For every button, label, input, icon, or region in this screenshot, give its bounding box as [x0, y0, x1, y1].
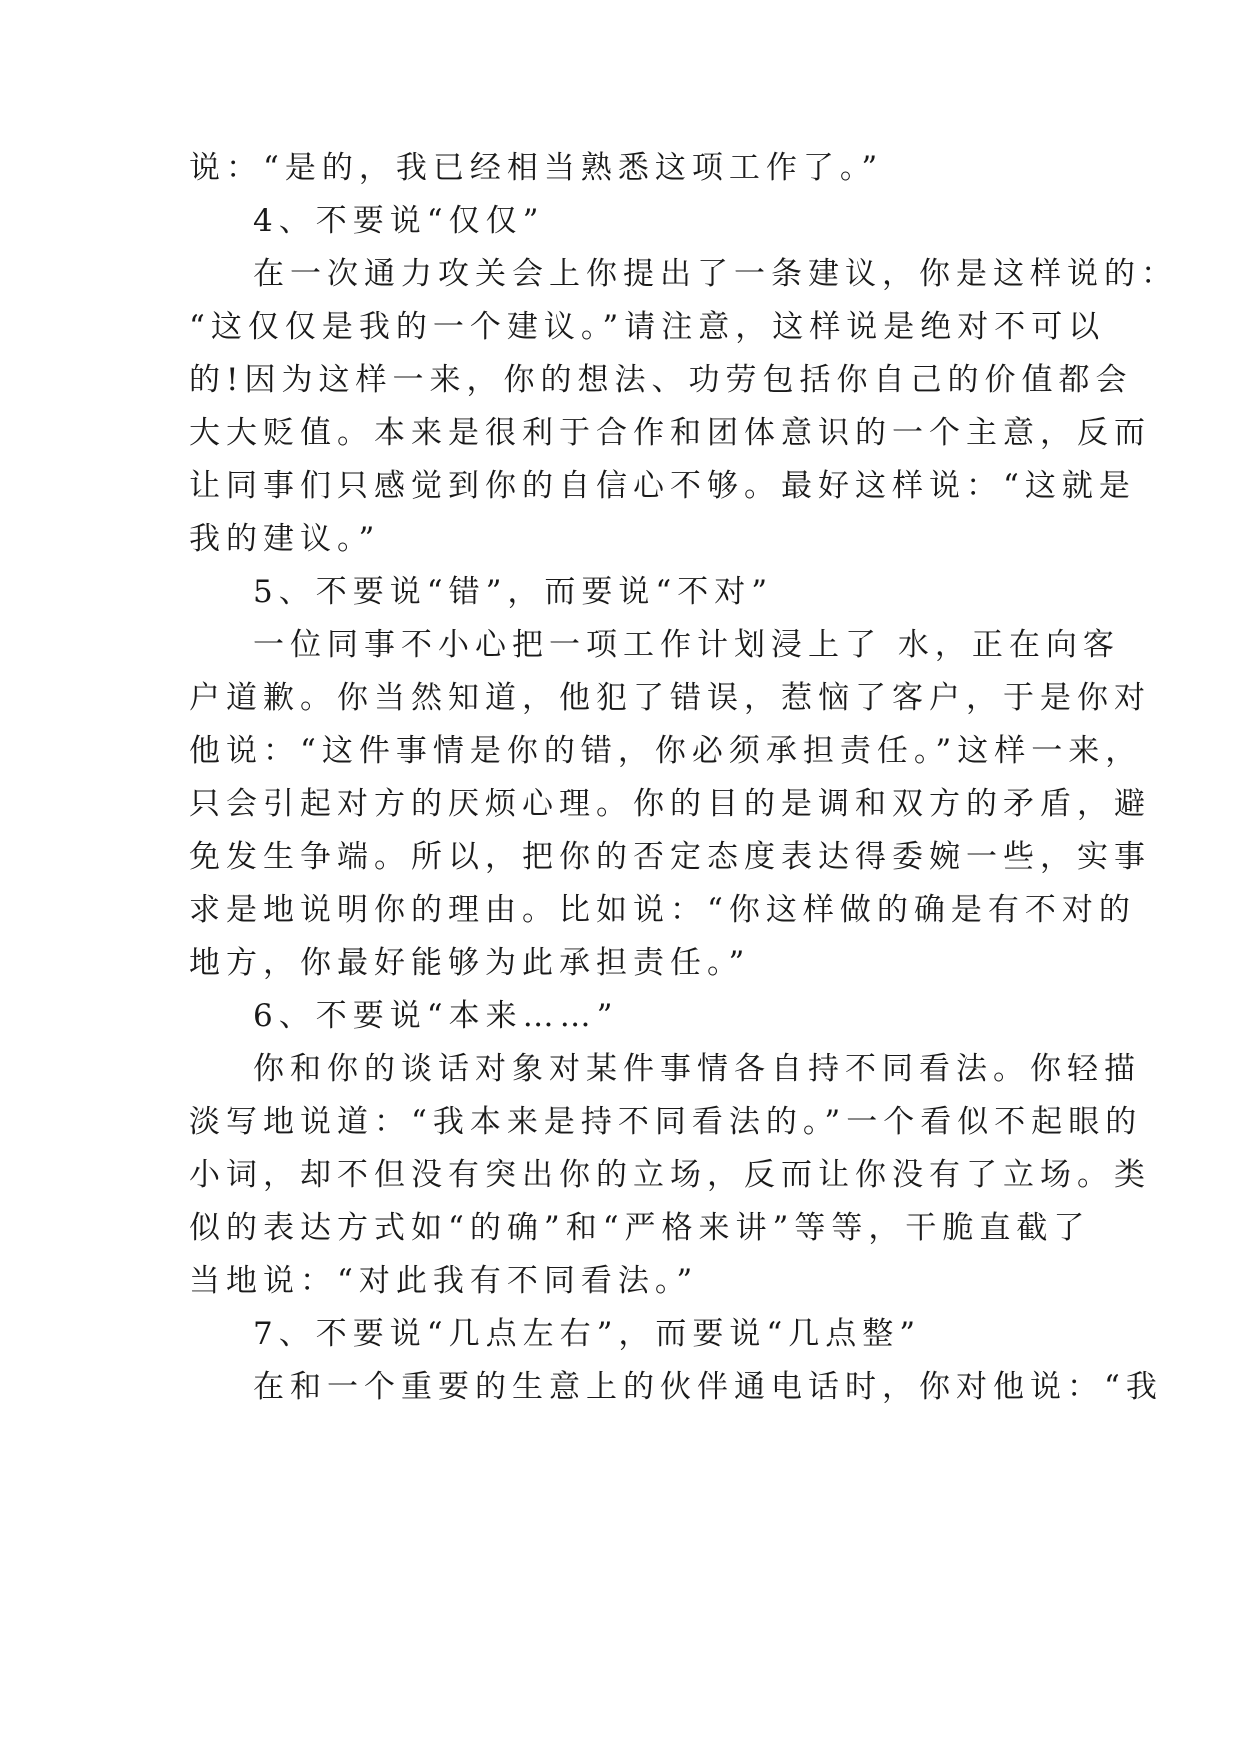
paragraph-line: 他说：“这件事情是你的错，你必须承担责任。”这样一来，	[189, 733, 1143, 769]
paragraph-line: 我的建议。”	[189, 521, 381, 557]
paragraph-line: 当地说：“对此我有不同看法。”	[189, 1263, 699, 1299]
paragraph-line: 地方，你最好能够为此承担责任。”	[189, 945, 751, 981]
paragraph-line: 让同事们只感觉到你的自信心不够。最好这样说：“这就是	[189, 468, 1136, 504]
paragraph-line: 淡写地说道：“我本来是持不同看法的。”一个看似不起眼的	[189, 1104, 1143, 1140]
paragraph-line: 户道歉。你当然知道，他犯了错误，惹恼了客户，于是你对	[189, 680, 1151, 716]
paragraph-line: 在和一个重要的生意上的伙伴通电话时，你对他说：“我	[253, 1369, 1163, 1405]
paragraph-line: 的!因为这样一来，你的想法、功劳包括你自己的价值都会	[189, 362, 1133, 398]
paragraph-line: “这仅仅是我的一个建议。”请注意，这样说是绝对不可以	[189, 309, 1106, 345]
section-heading-7: 7、不要说“几点左右”，而要说“几点整”	[253, 1316, 922, 1352]
paragraph-line: 似的表达方式如“的确”和“严格来讲”等等，干脆直截了	[189, 1210, 1091, 1246]
paragraph-line: 大大贬值。本来是很利于合作和团体意识的一个主意，反而	[189, 415, 1151, 451]
section-heading-6: 6、不要说“本来……”	[253, 998, 619, 1034]
section-heading-5: 5、不要说“错”，而要说“不对”	[253, 574, 774, 610]
paragraph-line: 求是地说明你的理由。比如说：“你这样做的确是有不对的	[189, 892, 1136, 928]
paragraph-line: 小词，却不但没有突出你的立场，反而让你没有了立场。类	[189, 1157, 1151, 1193]
paragraph-line: 只会引起对方的厌烦心理。你的目的是调和双方的矛盾，避	[189, 786, 1151, 822]
paragraph-line: 你和你的谈话对象对某件事情各自持不同看法。你轻描	[253, 1051, 1141, 1087]
paragraph-line: 免发生争端。所以，把你的否定态度表达得委婉一些，实事	[189, 839, 1151, 875]
paragraph-line: 一位同事不小心把一项工作计划浸上了 水，正在向客	[253, 627, 1120, 663]
text-line: 说：“是的，我已经相当熟悉这项工作了。”	[189, 150, 884, 186]
section-heading-4: 4、不要说“仅仅”	[253, 203, 545, 239]
paragraph-line: 在一次通力攻关会上你提出了一条建议，你是这样说的：	[253, 256, 1178, 292]
